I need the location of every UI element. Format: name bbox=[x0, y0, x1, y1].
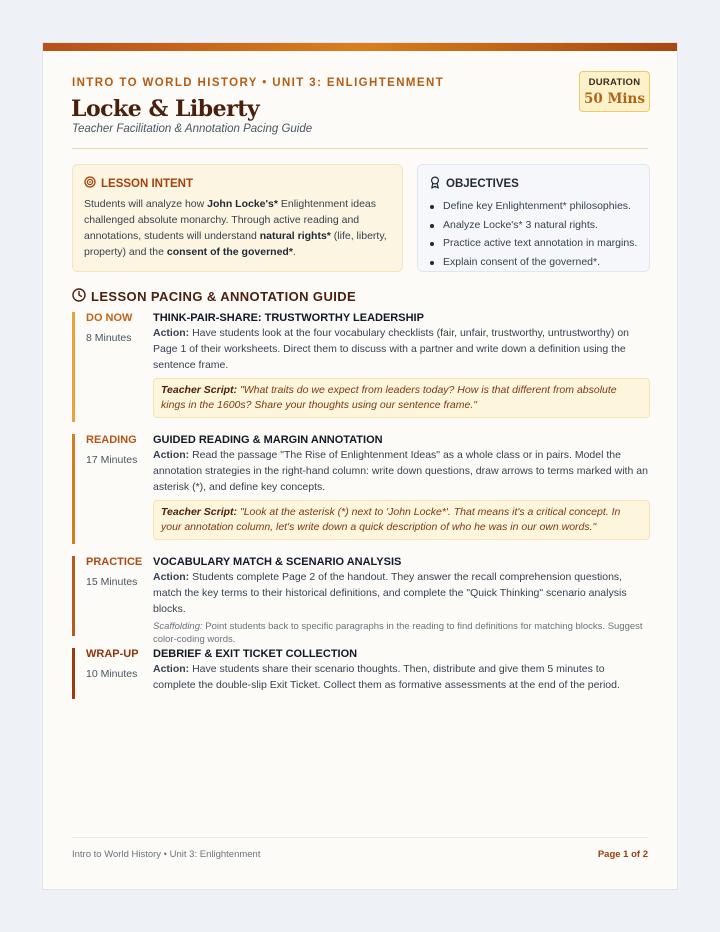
activity-title: DEBRIEF & EXIT TICKET COLLECTION bbox=[153, 648, 358, 660]
activity-title: GUIDED READING & MARGIN ANNOTATION bbox=[153, 434, 383, 446]
phase-bar bbox=[72, 556, 75, 636]
objective-item: Analyze Locke's* 3 natural rights. bbox=[429, 216, 638, 235]
phase-label: READING bbox=[86, 434, 137, 446]
phase-label: WRAP-UP bbox=[86, 648, 139, 660]
phase-minutes: 17 Minutes bbox=[86, 454, 138, 466]
activity-action: Action: Have students look at the four vocabulary checklists (fair, unfair, trustworthy, untrustworthy) on Page 1 of their worksheets. Direct them to discuss with a partner and write down a definition using the sentence frame. bbox=[153, 327, 630, 371]
pacing-row-do-now bbox=[72, 312, 650, 422]
objective-item: Define key Enlightenment* philosophies. bbox=[429, 197, 638, 216]
activity-action: Action: Read the passage "The Rise of Enlightenment Ideas" as a whole class or in pairs. Model the annotation strategies in the right-hand column: write down questions, draw arrows to terms marked with an asterisk (*), and define key concepts. bbox=[153, 449, 648, 493]
pacing-row-practice bbox=[72, 556, 650, 645]
pacing-heading-label: LESSON PACING & ANNOTATION GUIDE bbox=[91, 289, 357, 304]
footer-course: Intro to World History • Unit 3: Enlightenment bbox=[72, 849, 261, 860]
phase-label: PRACTICE bbox=[86, 556, 143, 568]
header-divider bbox=[72, 148, 648, 149]
phase-minutes: 8 Minutes bbox=[86, 332, 132, 344]
duration-label: DURATION bbox=[588, 77, 641, 88]
course-kicker: INTRO TO WORLD HISTORY • UNIT 3: ENLIGHTENMENT bbox=[72, 77, 445, 89]
objective-item: Explain consent of the governed*. bbox=[429, 253, 638, 272]
phase-minutes: 10 Minutes bbox=[86, 668, 138, 680]
lesson-page bbox=[42, 42, 678, 890]
activity-title: THINK-PAIR-SHARE: TRUSTWORTHY LEADERSHIP bbox=[153, 312, 424, 324]
target-icon bbox=[84, 176, 96, 191]
lesson-intent-box bbox=[72, 164, 403, 272]
scaffolding-note: Scaffolding: Point students back to specific paragraphs in the reading to find definitions for matching blocks. Suggest color-coding words. bbox=[153, 621, 643, 645]
teacher-script: Teacher Script: "What traits do we expect from leaders today? How is that different from absolute kings in the 1600s? Share your thoughts using our sentence frame." bbox=[153, 378, 650, 418]
phase-minutes: 15 Minutes bbox=[86, 576, 138, 588]
top-accent-bar bbox=[43, 43, 677, 51]
phase-content bbox=[153, 556, 650, 646]
phase-bar bbox=[72, 648, 75, 699]
objective-item: Practice active text annotation in margins. bbox=[429, 234, 638, 253]
phase-content bbox=[153, 312, 650, 418]
pacing-row-wrap-up bbox=[72, 648, 650, 699]
clock-icon bbox=[72, 288, 86, 305]
phase-content bbox=[153, 648, 650, 693]
duration-badge bbox=[579, 71, 650, 112]
lesson-intent-text: Students will analyze how John Locke's* Enlightenment ideas challenged absolute monarchy. Through active reading and annotations, students will understand natural rights* (life, liberty, property) and the consent of the governed*. bbox=[84, 198, 387, 258]
phase-bar bbox=[72, 312, 75, 422]
phase-label: DO NOW bbox=[86, 312, 133, 324]
pacing-section-heading bbox=[72, 288, 356, 305]
duration-value: 50 Mins bbox=[584, 91, 645, 107]
objectives-box bbox=[417, 164, 650, 272]
phase-content bbox=[153, 434, 650, 540]
footer-divider bbox=[72, 837, 648, 838]
teacher-script: Teacher Script: "Look at the asterisk (*) next to 'John Locke*'. That means it's a critical concept. In your annotation column, let's write down a quick description of who he was in our own words." bbox=[153, 500, 650, 540]
activity-title: VOCABULARY MATCH & SCENARIO ANALYSIS bbox=[153, 556, 402, 568]
activity-action: Action: Students complete Page 2 of the handout. They answer the recall comprehension questions, match the key terms to their historical definitions, and complete the "Quick Thinking" scenario analysis blocks. bbox=[153, 571, 627, 615]
award-ribbon-icon bbox=[429, 176, 441, 192]
objectives-heading: OBJECTIVES bbox=[446, 178, 519, 190]
page-subtitle: Teacher Facilitation & Annotation Pacing Guide bbox=[72, 123, 313, 135]
activity-action: Action: Have students share their scenario thoughts. Then, distribute and give them 5 minutes to complete the double-slip Exit Ticket. Collect them as formative assessments at the end of the period. bbox=[153, 663, 620, 691]
lesson-intent-heading: LESSON INTENT bbox=[101, 177, 194, 190]
phase-bar bbox=[72, 434, 75, 544]
page-title: Locke & Liberty bbox=[71, 96, 260, 122]
page-number: Page 1 of 2 bbox=[597, 849, 648, 860]
pacing-row-reading bbox=[72, 434, 650, 544]
objectives-list bbox=[429, 197, 638, 271]
